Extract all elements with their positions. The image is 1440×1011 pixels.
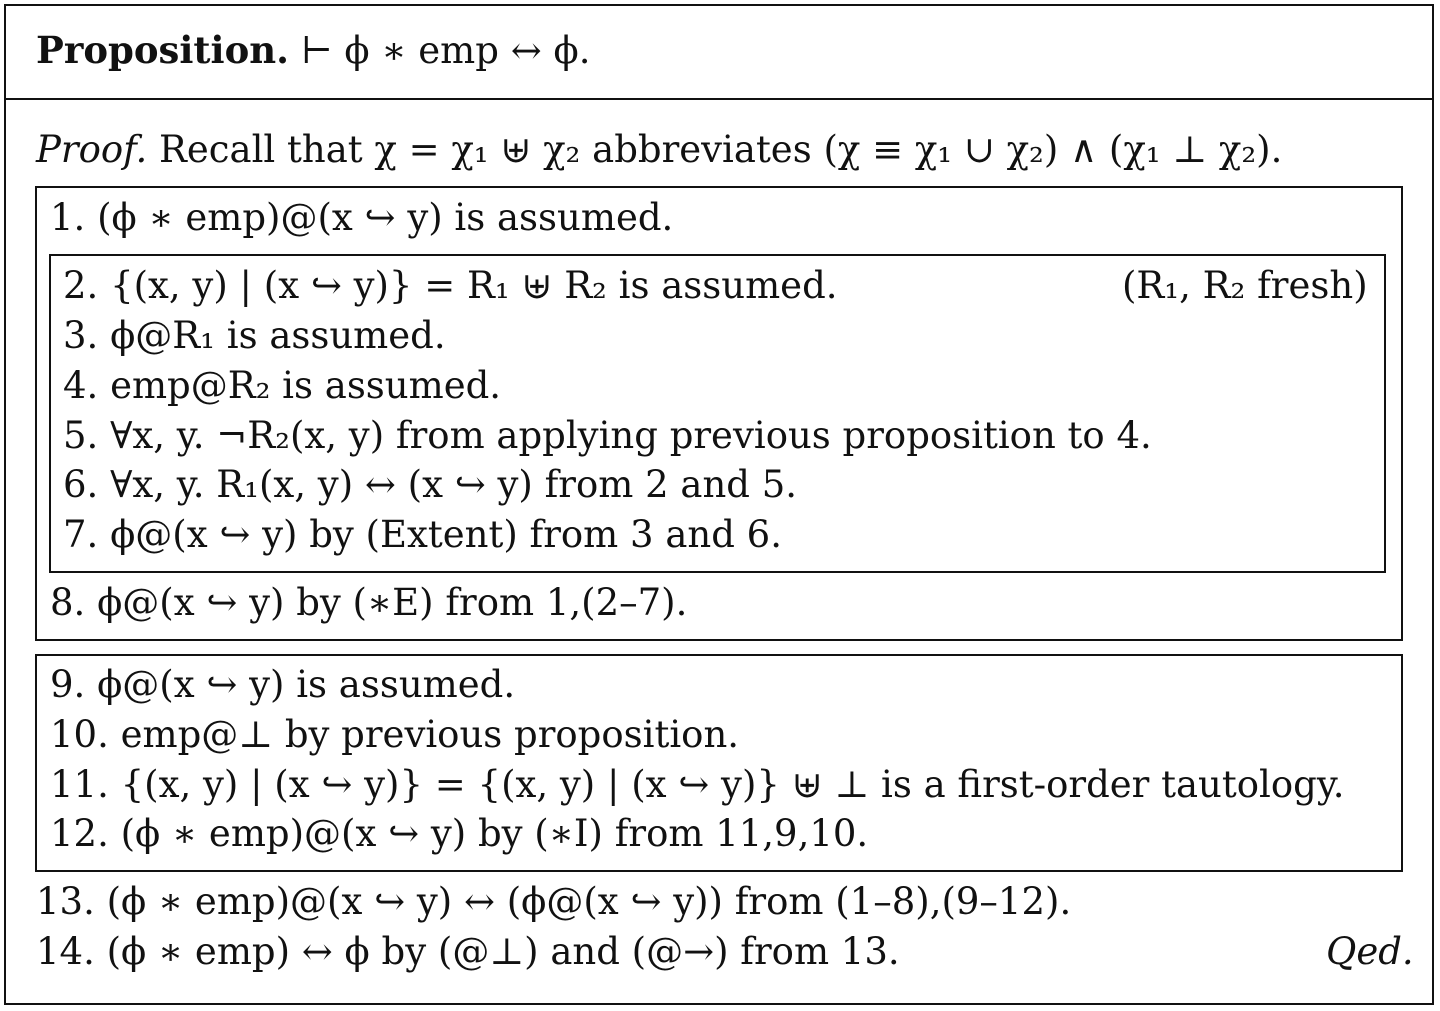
proof-step-13: 13. (ϕ ∗ emp)@(x ↪ y) ↔ (ϕ@(x ↪ y)) from (1–8),(9–12).	[36, 880, 1072, 923]
proof-step-8: 8. ϕ@(x ↪ y) by (∗E) from 1,(2–7).	[50, 581, 688, 624]
proof-step-6: 6. ∀x, y. R₁(x, y) ↔ (x ↪ y) from 2 and 5.	[63, 463, 798, 506]
proof-step-2: 2. {(x, y) | (x ↪ y)} = R₁ ⊎ R₂ is assumed.	[63, 264, 838, 307]
proof-step-3: 3. ϕ@R₁ is assumed.	[63, 314, 446, 357]
header-divider	[4, 98, 1434, 100]
proof-step-5: 5. ∀x, y. ¬R₂(x, y) from applying previous proposition to 4.	[63, 414, 1152, 457]
proof-step-1: 1. (ϕ ∗ emp)@(x ↪ y) is assumed.	[50, 196, 674, 239]
proof-step-9: 9. ϕ@(x ↪ y) is assumed.	[50, 663, 516, 706]
proof-step-4: 4. emp@R₂ is assumed.	[63, 364, 502, 407]
proof-step-2-note: (R₁, R₂ fresh)	[1122, 264, 1368, 307]
proposition-statement: ⊢ ϕ ∗ emp ↔ ϕ.	[300, 29, 591, 72]
proposition-heading	[36, 28, 590, 73]
proposition-label: Proposition.	[36, 28, 290, 72]
proof-label: Proof.	[36, 128, 148, 171]
proof-intro-text: Recall that χ = χ₁ ⊎ χ₂ abbreviates (χ ≡ χ₁ ∪ χ₂) ∧ (χ₁ ⊥ χ₂).	[159, 128, 1283, 171]
proof-step-12: 12. (ϕ ∗ emp)@(x ↪ y) by (∗I) from 11,9,10.	[50, 812, 869, 855]
proof-step-11: 11. {(x, y) | (x ↪ y)} = {(x, y) | (x ↪ y)} ⊎ ⊥ is a first-order tautology.	[50, 763, 1345, 806]
proof-step-14: 14. (ϕ ∗ emp) ↔ ϕ by (@⊥) and (@→) from 13.	[36, 930, 900, 973]
qed-mark: Qed.	[1326, 930, 1414, 973]
proof-step-7: 7. ϕ@(x ↪ y) by (Extent) from 3 and 6.	[63, 513, 782, 556]
proof-step-10: 10. emp@⊥ by previous proposition.	[50, 713, 740, 756]
proof-intro	[36, 128, 1282, 172]
